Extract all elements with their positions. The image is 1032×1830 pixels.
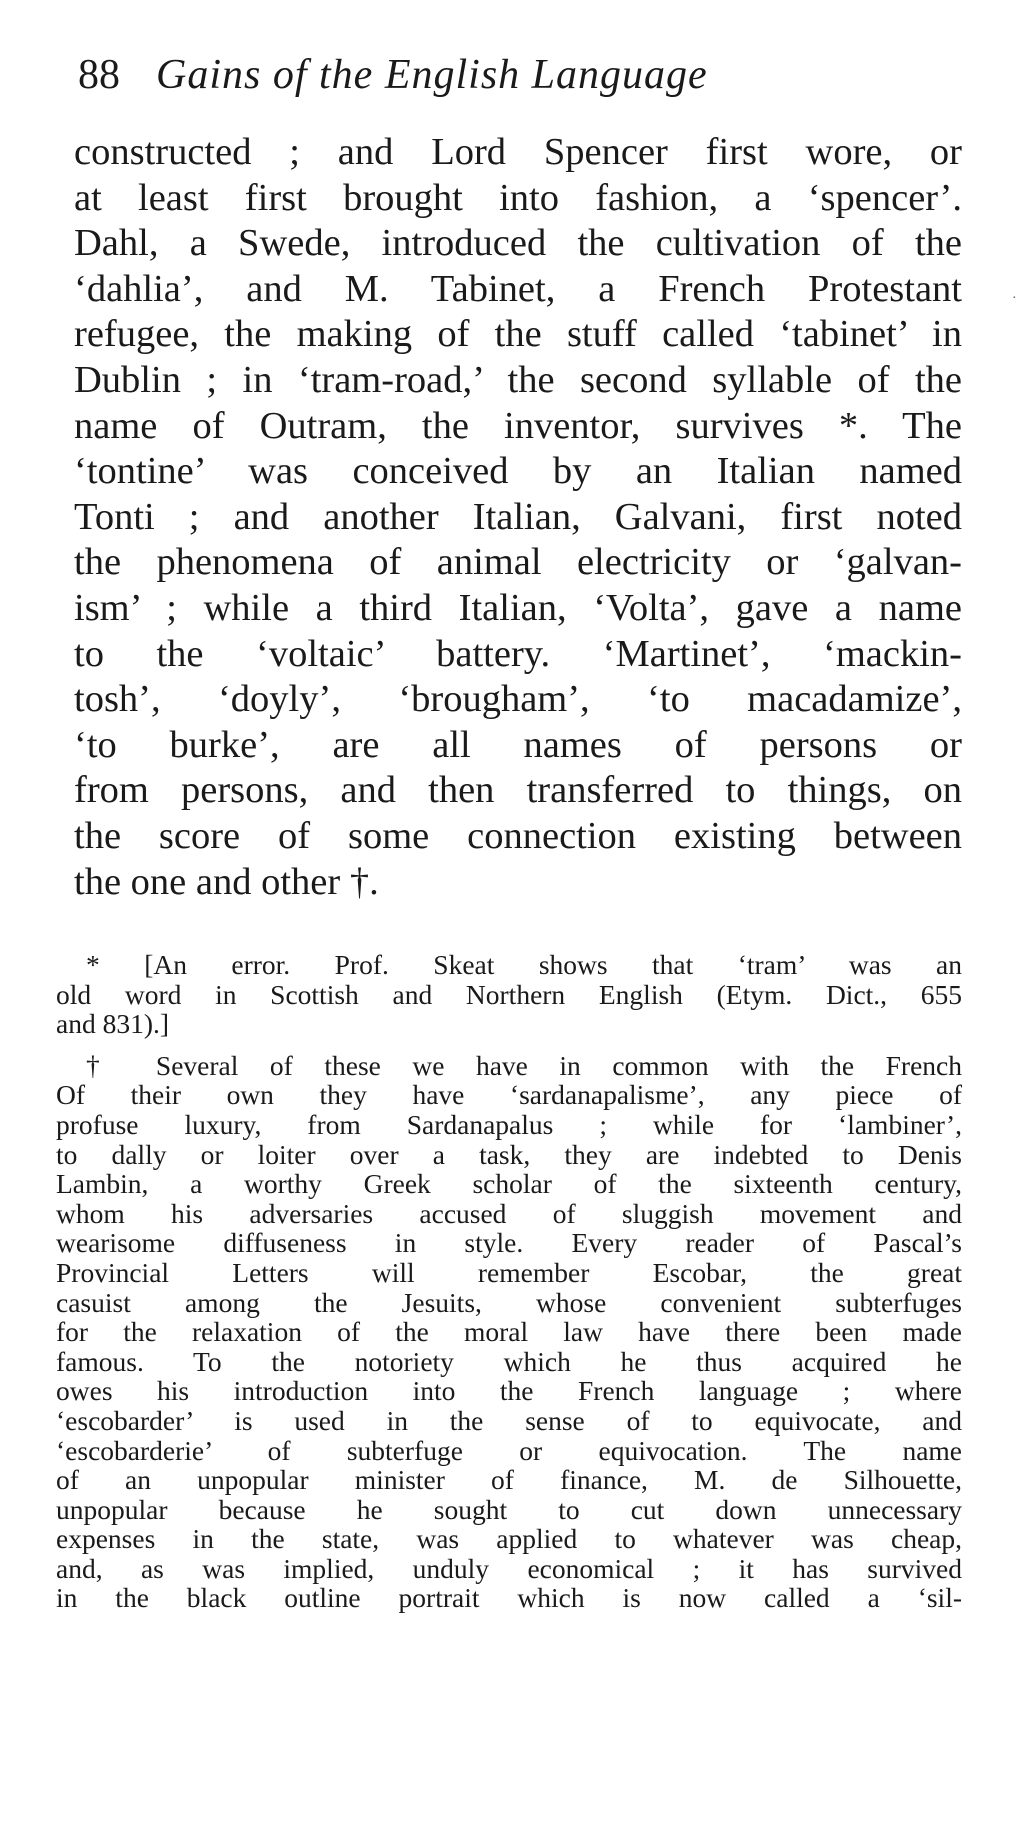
running-head [78,40,978,110]
footnote-line: Provincial Letters will remember Escobar, the great [56,1256,962,1288]
body-line: at least first brought into fashion, a ‘spencer’. [74,176,962,219]
margin-mark: · [1012,291,1017,306]
body-line: refugee, the making of the stuff called ‘tabinet’ in [74,313,962,356]
body-line: constructed ; and Lord Spencer first wore, or [74,131,962,173]
body-line: the score of some connection existing between [74,814,962,857]
body-line: Tonti ; and another Italian, Galvani, first noted [74,495,962,538]
footnote-line: of an unpopular minister of finance, M. de Silhouette, [56,1464,962,1496]
footnote-line: † Several of these we have in common with the French [86,1049,962,1081]
footnote-line: casuist among the Jesuits, whose convenient subterfuges [56,1286,962,1318]
body-line: ‘tontine’ was conceived by an Italian named [74,450,962,493]
footnote-line: expenses in the state, was applied to whatever was cheap, [56,1523,962,1555]
footnotes [56,950,962,1613]
footnote-line: and, as was implied, unduly economical ; it has survived [56,1552,962,1584]
footnote-line: profuse luxury, from Sardanapalus ; while for ‘lambiner’, [56,1108,962,1140]
footnote-line: and 831).] [56,1008,170,1040]
body-line: Dahl, a Swede, introduced the cultivation of the [74,222,962,265]
footnote-line: unpopular because he sought to cut down unnecessary [56,1493,962,1525]
body-line: ‘to burke’, are all names of persons or [74,723,962,766]
footnote-line: for the relaxation of the moral law have there been made [56,1316,962,1348]
footnote-line: ‘escobarder’ is used in the sense of to equivocate, and [56,1404,962,1436]
body-line: tosh’, ‘doyly’, ‘brougham’, ‘to macadamize’, [74,678,962,721]
body-line: ‘dahlia’, and M. Tabinet, a French Protestant [74,267,962,310]
body-line: from persons, and then transferred to things, on [74,769,962,812]
body-line: the phenomena of animal electricity or ‘galvan- [74,541,962,584]
footnote-line: * [An error. Prof. Skeat shows that ‘tram’ was an [86,949,962,980]
footnote-line: owes his introduction into the French language ; where [56,1375,962,1407]
footnote-line: famous. To the notoriety which he thus acquired he [56,1345,962,1377]
footnote-line: whom his adversaries accused of sluggish movement and [56,1197,962,1229]
main-text [74,130,962,905]
footnote-asterisk [56,950,962,1039]
footnote-line: to dally or loiter over a task, they are indebted to Denis [56,1138,962,1170]
body-line: the one and other †. [74,860,379,903]
footnote-line: old word in Scottish and Northern English (Etym. Dict., 655 [56,978,962,1010]
body-line: name of Outram, the inventor, survives *. The [74,404,962,447]
footnote-line: ‘escobarderie’ of subterfuge or equivocation. The name [56,1434,962,1466]
body-line: ism’ ; while a third Italian, ‘Volta’, gave a name [74,586,962,629]
running-title: Gains of the English Language [156,52,708,98]
body-line: Dublin ; in ‘tram-road,’ the second syllable of the [74,358,962,401]
footnote-line: Of their own they have ‘sardanapalisme’, any piece of [56,1079,962,1111]
footnote-line: wearisome diffuseness in style. Every reader of Pascal’s [56,1227,962,1259]
footnote-line: in the black outline portrait which is now called a ‘sil- [56,1582,962,1614]
footnote-dagger [56,1051,962,1613]
footnote-gap [56,1039,962,1051]
footnote-line: Lambin, a worthy Greek scholar of the sixteenth century, [56,1168,962,1200]
body-line: to the ‘voltaic’ battery. ‘Martinet’, ‘mackin- [74,632,962,675]
page-number: 88 [78,52,120,98]
